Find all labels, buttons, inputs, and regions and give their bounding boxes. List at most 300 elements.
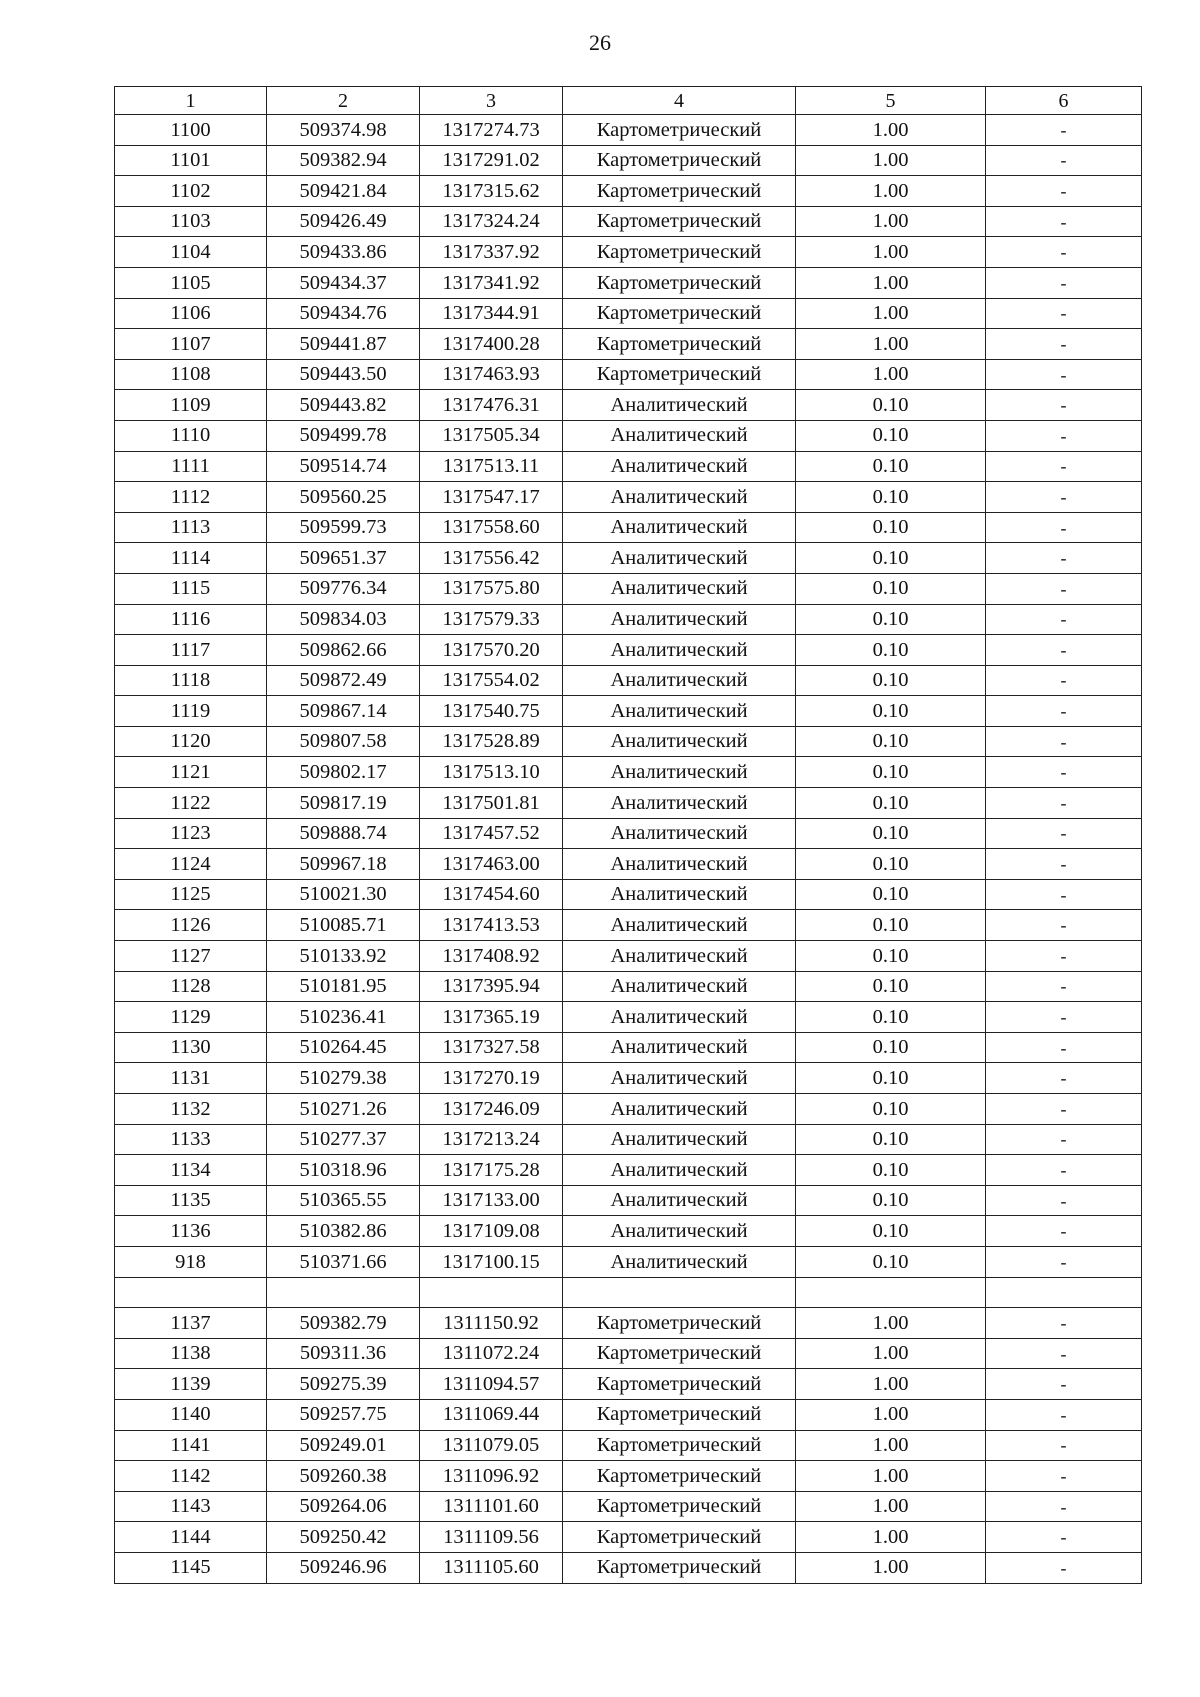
method-cell: Аналитический (563, 1063, 796, 1094)
point-number-cell: 1122 (115, 788, 267, 819)
method-cell: Аналитический (563, 971, 796, 1002)
point-number-cell: 1142 (115, 1461, 267, 1492)
method-cell: Аналитический (563, 665, 796, 696)
table-row (115, 512, 1142, 543)
accuracy-cell: 1.00 (796, 206, 986, 237)
y-coordinate-cell: 1311079.05 (420, 1430, 563, 1461)
y-coordinate-cell: 1317274.73 (420, 115, 563, 146)
x-coordinate-cell: 509246.96 (267, 1552, 420, 1583)
method-cell: Картометрический (563, 145, 796, 176)
accuracy-cell: 1.00 (796, 1461, 986, 1492)
point-number-cell (115, 1277, 267, 1308)
y-coordinate-cell: 1317570.20 (420, 635, 563, 666)
x-coordinate-cell: 509651.37 (267, 543, 420, 574)
point-number-cell: 1118 (115, 665, 267, 696)
point-number-cell: 1133 (115, 1124, 267, 1155)
point-number-cell: 1105 (115, 267, 267, 298)
point-number-cell: 1126 (115, 910, 267, 941)
y-coordinate-cell: 1311094.57 (420, 1369, 563, 1400)
table-row (115, 696, 1142, 727)
y-coordinate-cell: 1317579.33 (420, 604, 563, 635)
x-coordinate-cell: 509441.87 (267, 329, 420, 360)
point-number-cell: 1102 (115, 176, 267, 207)
point-number-cell: 1143 (115, 1491, 267, 1522)
table-row (115, 359, 1142, 390)
x-coordinate-cell: 510277.37 (267, 1124, 420, 1155)
x-coordinate-cell: 509434.76 (267, 298, 420, 329)
note-cell: - (986, 757, 1142, 788)
note-cell: - (986, 1002, 1142, 1033)
accuracy-cell: 1.00 (796, 1430, 986, 1461)
table-row (115, 145, 1142, 176)
point-number-cell: 1132 (115, 1094, 267, 1125)
x-coordinate-cell: 509311.36 (267, 1338, 420, 1369)
accuracy-cell: 0.10 (796, 788, 986, 819)
accuracy-cell: 0.10 (796, 1032, 986, 1063)
table-row (115, 1338, 1142, 1369)
note-cell: - (986, 1155, 1142, 1186)
note-cell: - (986, 1094, 1142, 1125)
note-cell: - (986, 267, 1142, 298)
x-coordinate-cell: 509260.38 (267, 1461, 420, 1492)
note-cell: - (986, 1491, 1142, 1522)
method-cell: Аналитический (563, 482, 796, 513)
table-row (115, 1094, 1142, 1125)
table-row (115, 482, 1142, 513)
note-cell: - (986, 1338, 1142, 1369)
note-cell: - (986, 726, 1142, 757)
y-coordinate-cell: 1317408.92 (420, 941, 563, 972)
table-row (115, 206, 1142, 237)
method-cell: Картометрический (563, 1430, 796, 1461)
point-number-cell: 1100 (115, 115, 267, 146)
x-coordinate-cell: 510279.38 (267, 1063, 420, 1094)
accuracy-cell: 0.10 (796, 512, 986, 543)
table-row (115, 329, 1142, 360)
table-row (115, 176, 1142, 207)
method-cell (563, 1277, 796, 1308)
point-number-cell: 1129 (115, 1002, 267, 1033)
method-cell: Картометрический (563, 115, 796, 146)
note-cell: - (986, 818, 1142, 849)
point-number-cell: 1104 (115, 237, 267, 268)
note-cell: - (986, 1216, 1142, 1247)
accuracy-cell: 1.00 (796, 1491, 986, 1522)
accuracy-cell: 1.00 (796, 267, 986, 298)
point-number-cell: 1139 (115, 1369, 267, 1400)
accuracy-cell: 0.10 (796, 757, 986, 788)
method-cell: Аналитический (563, 910, 796, 941)
note-cell: - (986, 359, 1142, 390)
note-cell: - (986, 788, 1142, 819)
x-coordinate-cell: 509802.17 (267, 757, 420, 788)
x-coordinate-cell: 509382.94 (267, 145, 420, 176)
note-cell: - (986, 1185, 1142, 1216)
method-cell: Картометрический (563, 176, 796, 207)
table-row (115, 573, 1142, 604)
accuracy-cell: 1.00 (796, 1308, 986, 1339)
y-coordinate-cell: 1317556.42 (420, 543, 563, 574)
y-coordinate-cell: 1311072.24 (420, 1338, 563, 1369)
note-cell: - (986, 1308, 1142, 1339)
y-coordinate-cell: 1317413.53 (420, 910, 563, 941)
x-coordinate-cell: 510236.41 (267, 1002, 420, 1033)
table-row (115, 1461, 1142, 1492)
point-number-cell: 1140 (115, 1399, 267, 1430)
table-row (115, 420, 1142, 451)
point-number-cell: 1108 (115, 359, 267, 390)
accuracy-cell: 1.00 (796, 237, 986, 268)
accuracy-cell: 1.00 (796, 298, 986, 329)
point-number-cell: 1111 (115, 451, 267, 482)
method-cell: Аналитический (563, 1216, 796, 1247)
y-coordinate-cell: 1317547.17 (420, 482, 563, 513)
y-coordinate-cell: 1317100.15 (420, 1246, 563, 1277)
y-coordinate-cell: 1311150.92 (420, 1308, 563, 1339)
column-header-2: 2 (267, 87, 420, 115)
point-number-cell: 1120 (115, 726, 267, 757)
accuracy-cell: 0.10 (796, 1216, 986, 1247)
method-cell: Картометрический (563, 1369, 796, 1400)
note-cell: - (986, 1246, 1142, 1277)
note-cell: - (986, 910, 1142, 941)
method-cell: Аналитический (563, 1155, 796, 1186)
method-cell: Аналитический (563, 757, 796, 788)
x-coordinate-cell: 509443.82 (267, 390, 420, 421)
table-row (115, 237, 1142, 268)
table-row (115, 941, 1142, 972)
accuracy-cell: 0.10 (796, 1002, 986, 1033)
x-coordinate-cell: 509434.37 (267, 267, 420, 298)
y-coordinate-cell: 1317457.52 (420, 818, 563, 849)
x-coordinate-cell: 510021.30 (267, 879, 420, 910)
accuracy-cell: 0.10 (796, 910, 986, 941)
method-cell: Аналитический (563, 1124, 796, 1155)
method-cell: Аналитический (563, 879, 796, 910)
point-number-cell: 1124 (115, 849, 267, 880)
table-row (115, 1155, 1142, 1186)
x-coordinate-cell: 509776.34 (267, 573, 420, 604)
point-number-cell: 1135 (115, 1185, 267, 1216)
y-coordinate-cell: 1317315.62 (420, 176, 563, 207)
accuracy-cell: 0.10 (796, 941, 986, 972)
accuracy-cell: 0.10 (796, 726, 986, 757)
accuracy-cell: 1.00 (796, 359, 986, 390)
table-row (115, 451, 1142, 482)
table-row (115, 757, 1142, 788)
y-coordinate-cell: 1317476.31 (420, 390, 563, 421)
x-coordinate-cell: 510371.66 (267, 1246, 420, 1277)
method-cell: Аналитический (563, 573, 796, 604)
point-number-cell: 1131 (115, 1063, 267, 1094)
point-number-cell: 1141 (115, 1430, 267, 1461)
point-number-cell: 1106 (115, 298, 267, 329)
method-cell: Аналитический (563, 1094, 796, 1125)
method-cell: Аналитический (563, 635, 796, 666)
table-row (115, 726, 1142, 757)
table-row (115, 1522, 1142, 1553)
y-coordinate-cell: 1317463.93 (420, 359, 563, 390)
accuracy-cell: 1.00 (796, 1552, 986, 1583)
method-cell: Аналитический (563, 1246, 796, 1277)
point-number-cell: 1145 (115, 1552, 267, 1583)
note-cell: - (986, 115, 1142, 146)
y-coordinate-cell: 1317327.58 (420, 1032, 563, 1063)
y-coordinate-cell: 1317540.75 (420, 696, 563, 727)
note-cell: - (986, 237, 1142, 268)
method-cell: Аналитический (563, 1185, 796, 1216)
table-row (115, 971, 1142, 1002)
table-row (115, 1369, 1142, 1400)
accuracy-cell: 0.10 (796, 665, 986, 696)
note-cell: - (986, 420, 1142, 451)
y-coordinate-cell: 1317344.91 (420, 298, 563, 329)
x-coordinate-cell: 509275.39 (267, 1369, 420, 1400)
method-cell: Аналитический (563, 390, 796, 421)
note-cell: - (986, 1461, 1142, 1492)
point-number-cell: 1114 (115, 543, 267, 574)
table-row (115, 604, 1142, 635)
point-number-cell: 1127 (115, 941, 267, 972)
accuracy-cell: 1.00 (796, 176, 986, 207)
table-row (115, 1277, 1142, 1308)
y-coordinate-cell: 1311069.44 (420, 1399, 563, 1430)
point-number-cell: 1125 (115, 879, 267, 910)
accuracy-cell: 1.00 (796, 1399, 986, 1430)
y-coordinate-cell: 1317575.80 (420, 573, 563, 604)
point-number-cell: 1128 (115, 971, 267, 1002)
table-row (115, 1216, 1142, 1247)
note-cell: - (986, 390, 1142, 421)
accuracy-cell: 0.10 (796, 1063, 986, 1094)
x-coordinate-cell: 509560.25 (267, 482, 420, 513)
method-cell: Картометрический (563, 1308, 796, 1339)
y-coordinate-cell: 1317133.00 (420, 1185, 563, 1216)
point-number-cell: 1107 (115, 329, 267, 360)
note-cell: - (986, 543, 1142, 574)
x-coordinate-cell: 509382.79 (267, 1308, 420, 1339)
accuracy-cell: 0.10 (796, 635, 986, 666)
method-cell: Картометрический (563, 1552, 796, 1583)
y-coordinate-cell: 1317109.08 (420, 1216, 563, 1247)
point-number-cell: 1113 (115, 512, 267, 543)
table-row (115, 543, 1142, 574)
note-cell: - (986, 482, 1142, 513)
table-row (115, 267, 1142, 298)
method-cell: Картометрический (563, 1399, 796, 1430)
note-cell: - (986, 206, 1142, 237)
method-cell: Аналитический (563, 604, 796, 635)
table-row (115, 788, 1142, 819)
method-cell: Аналитический (563, 788, 796, 819)
accuracy-cell: 0.10 (796, 451, 986, 482)
note-cell: - (986, 176, 1142, 207)
accuracy-cell: 0.10 (796, 482, 986, 513)
note-cell: - (986, 1552, 1142, 1583)
method-cell: Аналитический (563, 543, 796, 574)
accuracy-cell: 1.00 (796, 1522, 986, 1553)
point-number-cell: 1130 (115, 1032, 267, 1063)
accuracy-cell: 0.10 (796, 1094, 986, 1125)
x-coordinate-cell: 510271.26 (267, 1094, 420, 1125)
x-coordinate-cell: 509807.58 (267, 726, 420, 757)
table-row (115, 1032, 1142, 1063)
point-number-cell: 1112 (115, 482, 267, 513)
y-coordinate-cell: 1317501.81 (420, 788, 563, 819)
accuracy-cell: 0.10 (796, 818, 986, 849)
method-cell: Аналитический (563, 941, 796, 972)
accuracy-cell: 0.10 (796, 696, 986, 727)
x-coordinate-cell: 509867.14 (267, 696, 420, 727)
accuracy-cell: 0.10 (796, 420, 986, 451)
note-cell: - (986, 512, 1142, 543)
table-row (115, 298, 1142, 329)
x-coordinate-cell: 509426.49 (267, 206, 420, 237)
accuracy-cell: 0.10 (796, 849, 986, 880)
x-coordinate-cell: 510085.71 (267, 910, 420, 941)
point-number-cell: 1121 (115, 757, 267, 788)
y-coordinate-cell: 1317400.28 (420, 329, 563, 360)
y-coordinate-cell: 1317554.02 (420, 665, 563, 696)
table-row (115, 1124, 1142, 1155)
note-cell: - (986, 1124, 1142, 1155)
table-row (115, 1002, 1142, 1033)
point-number-cell: 1144 (115, 1522, 267, 1553)
y-coordinate-cell: 1317454.60 (420, 879, 563, 910)
method-cell: Картометрический (563, 267, 796, 298)
table-row (115, 879, 1142, 910)
note-cell: - (986, 665, 1142, 696)
y-coordinate-cell: 1317341.92 (420, 267, 563, 298)
x-coordinate-cell: 509834.03 (267, 604, 420, 635)
y-coordinate-cell: 1311105.60 (420, 1552, 563, 1583)
x-coordinate-cell: 509499.78 (267, 420, 420, 451)
method-cell: Аналитический (563, 451, 796, 482)
y-coordinate-cell: 1317513.10 (420, 757, 563, 788)
note-cell: - (986, 145, 1142, 176)
method-cell: Аналитический (563, 696, 796, 727)
y-coordinate-cell: 1317324.24 (420, 206, 563, 237)
method-cell: Картометрический (563, 298, 796, 329)
column-header-1: 1 (115, 87, 267, 115)
note-cell: - (986, 1032, 1142, 1063)
y-coordinate-cell: 1317365.19 (420, 1002, 563, 1033)
table-row (115, 1185, 1142, 1216)
y-coordinate-cell: 1317270.19 (420, 1063, 563, 1094)
table-row (115, 849, 1142, 880)
x-coordinate-cell: 510365.55 (267, 1185, 420, 1216)
method-cell: Аналитический (563, 818, 796, 849)
table-row (115, 115, 1142, 146)
y-coordinate-cell: 1317395.94 (420, 971, 563, 1002)
x-coordinate-cell: 509443.50 (267, 359, 420, 390)
note-cell (986, 1277, 1142, 1308)
coordinates-table (114, 86, 1142, 1584)
accuracy-cell: 0.10 (796, 1155, 986, 1186)
y-coordinate-cell: 1317558.60 (420, 512, 563, 543)
accuracy-cell: 1.00 (796, 1338, 986, 1369)
accuracy-cell: 1.00 (796, 1369, 986, 1400)
note-cell: - (986, 298, 1142, 329)
x-coordinate-cell: 509967.18 (267, 849, 420, 880)
method-cell: Картометрический (563, 1338, 796, 1369)
method-cell: Картометрический (563, 206, 796, 237)
y-coordinate-cell: 1311096.92 (420, 1461, 563, 1492)
x-coordinate-cell: 510264.45 (267, 1032, 420, 1063)
note-cell: - (986, 879, 1142, 910)
note-cell: - (986, 849, 1142, 880)
note-cell: - (986, 1430, 1142, 1461)
column-header-3: 3 (420, 87, 563, 115)
point-number-cell: 1115 (115, 573, 267, 604)
note-cell: - (986, 1369, 1142, 1400)
point-number-cell: 1119 (115, 696, 267, 727)
header-row (115, 87, 1142, 115)
method-cell: Картометрический (563, 1461, 796, 1492)
point-number-cell: 1116 (115, 604, 267, 635)
note-cell: - (986, 1399, 1142, 1430)
table-row (115, 1491, 1142, 1522)
y-coordinate-cell (420, 1277, 563, 1308)
accuracy-cell: 0.10 (796, 543, 986, 574)
accuracy-cell: 0.10 (796, 971, 986, 1002)
x-coordinate-cell: 509421.84 (267, 176, 420, 207)
method-cell: Аналитический (563, 420, 796, 451)
table-row (115, 1063, 1142, 1094)
x-coordinate-cell: 509374.98 (267, 115, 420, 146)
method-cell: Аналитический (563, 1032, 796, 1063)
y-coordinate-cell: 1317291.02 (420, 145, 563, 176)
method-cell: Картометрический (563, 329, 796, 360)
x-coordinate-cell (267, 1277, 420, 1308)
y-coordinate-cell: 1317505.34 (420, 420, 563, 451)
x-coordinate-cell: 509862.66 (267, 635, 420, 666)
accuracy-cell: 1.00 (796, 115, 986, 146)
x-coordinate-cell: 509872.49 (267, 665, 420, 696)
x-coordinate-cell: 509514.74 (267, 451, 420, 482)
table-body (115, 115, 1142, 1584)
table-row (115, 818, 1142, 849)
note-cell: - (986, 573, 1142, 604)
point-number-cell: 1110 (115, 420, 267, 451)
column-header-6: 6 (986, 87, 1142, 115)
accuracy-cell: 0.10 (796, 390, 986, 421)
note-cell: - (986, 635, 1142, 666)
accuracy-cell (796, 1277, 986, 1308)
accuracy-cell: 1.00 (796, 329, 986, 360)
point-number-cell: 1138 (115, 1338, 267, 1369)
table-row (115, 1430, 1142, 1461)
point-number-cell: 1109 (115, 390, 267, 421)
note-cell: - (986, 971, 1142, 1002)
note-cell: - (986, 451, 1142, 482)
method-cell: Картометрический (563, 1522, 796, 1553)
note-cell: - (986, 604, 1142, 635)
y-coordinate-cell: 1317528.89 (420, 726, 563, 757)
accuracy-cell: 0.10 (796, 1246, 986, 1277)
point-number-cell: 1123 (115, 818, 267, 849)
method-cell: Картометрический (563, 359, 796, 390)
method-cell: Картометрический (563, 237, 796, 268)
method-cell: Аналитический (563, 512, 796, 543)
y-coordinate-cell: 1317213.24 (420, 1124, 563, 1155)
x-coordinate-cell: 510133.92 (267, 941, 420, 972)
point-number-cell: 1136 (115, 1216, 267, 1247)
x-coordinate-cell: 510382.86 (267, 1216, 420, 1247)
table-row (115, 1246, 1142, 1277)
y-coordinate-cell: 1311101.60 (420, 1491, 563, 1522)
x-coordinate-cell: 509888.74 (267, 818, 420, 849)
